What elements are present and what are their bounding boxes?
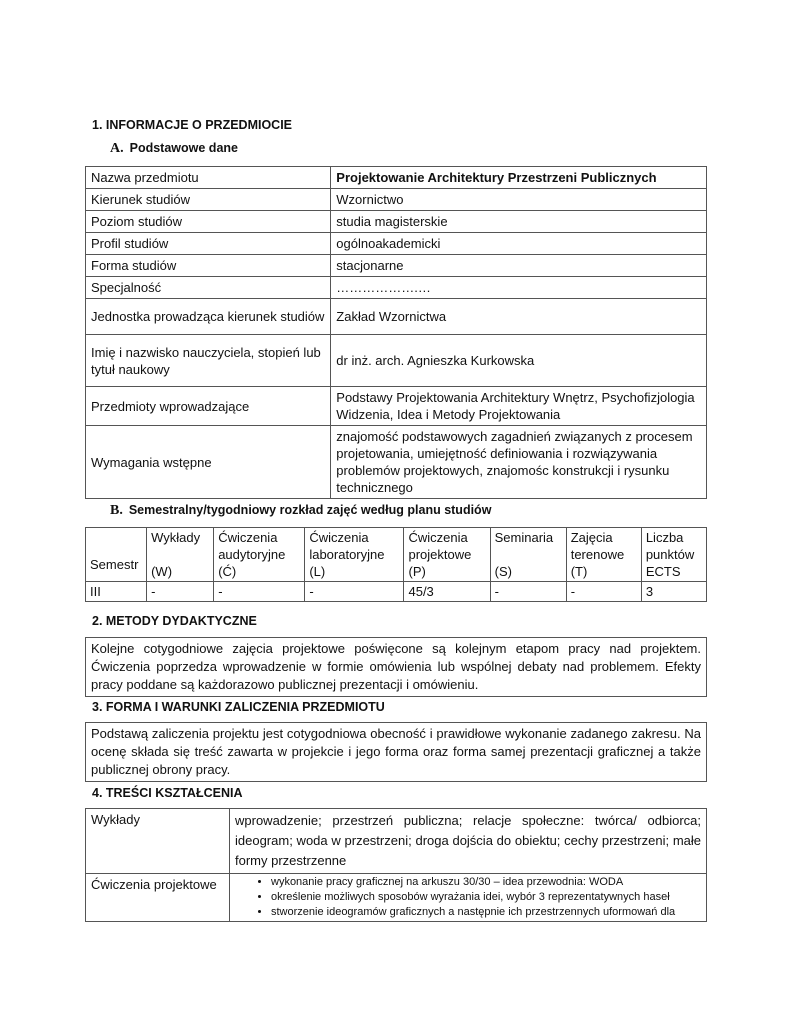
table-row [86,335,707,387]
header-name: Ćwiczenia audytoryjne [218,530,286,562]
header-name: Zajęcia terenowe [570,530,625,562]
row-label: Specjalność [86,277,331,299]
cell-ects: 3 [641,582,706,602]
table-row [86,255,707,277]
assessment-text: Podstawą zaliczenia projektu jest cotygodniowa obecność i prawidłowe wykonanie zadanego zakresu. Na ocenę składa się treść zawarta w projekcie i jego forma oraz forma samej prezentacji graficznej a także publicznej obrony pracy. [85,722,707,782]
subsection-b-heading [110,503,491,519]
row-value: Projektowanie Architektury Przestrzeni Publicznych [331,167,707,189]
section-2-heading: 2. METODY DYDAKTYCZNE [92,614,257,628]
header-laboratory [305,528,404,582]
cell-semester: III [86,582,147,602]
cell-project: 45/3 [404,582,490,602]
row-value: dr inż. arch. Agnieszka Kurkowska [331,335,707,387]
row-label: Nazwa przedmiotu [86,167,331,189]
row-label: Poziom studiów [86,211,331,233]
table-row [86,167,707,189]
table-row [86,277,707,299]
header-field [566,528,641,582]
table-row [86,582,707,602]
section-4-heading: 4. TREŚCI KSZTAŁCENIA [92,786,243,800]
subsection-a-letter: A. [110,141,124,156]
header-ects [641,528,706,582]
header-abbr: (L) [309,564,326,579]
projects-list [235,875,701,920]
header-name: Liczba punktów ECTS [645,530,695,579]
cell-seminars: - [490,582,566,602]
cell-auditory: - [214,582,305,602]
section-3-heading: 3. FORMA I WARUNKI ZALICZENIA PRZEDMIOTU [92,700,385,714]
list-item: • określenie możliwych sposobów wyrażania idei, wybór 3 reprezentatywnych haseł [271,890,701,905]
row-value: znajomość podstawowych zagadnień związanych z procesem projetowania, umiejętność definiowania i rozwiązywania problemów projektowych, znajomośc konstrukcji i rysunku technicznego [331,426,707,499]
header-seminars [490,528,566,582]
content-table [85,808,707,922]
subsection-b-title: Semestralny/tygodniowy rozkład zajęć według planu studiów [128,503,492,517]
header-semester [86,528,147,582]
lectures-label: Wykłady [86,809,230,874]
didactic-methods-text: Kolejne cotygodniowe zajęcia projektowe poświęcone są kolejnym etapom pracy nad projektem. Ćwiczenia poprzedza wprowadzenie w formie omówienia lub wspólnej debaty nad problemem. Efekty pracy poddane są każdorazowo publicznej prezentacji i omówieniu. [85,637,707,697]
row-value: Podstawy Projektowania Architektury Wnętrz, Psychofizjologia Widzenia, Idea i Metody Projektowania [331,387,707,426]
subsection-a-heading [110,141,238,157]
list-item: • wykonanie pracy graficznej na arkuszu 30/30 – idea przewodnia: WODA [271,875,701,890]
table-row [86,299,707,335]
basic-data-table [85,166,707,499]
row-value: stacjonarne [331,255,707,277]
subsection-a-title: Podstawowe dane [129,141,238,155]
schedule-table [85,527,707,602]
row-label: Jednostka prowadząca kierunek studiów [86,299,331,335]
subsection-b-letter: B. [110,503,123,518]
header-name: Seminaria [494,530,554,545]
table-row [86,426,707,499]
cell-lectures: - [147,582,214,602]
table-header-row [86,528,707,582]
row-value: Wzornictwo [331,189,707,211]
row-value: Zakład Wzornictwa [331,299,707,335]
header-lectures [147,528,214,582]
row-label: Kierunek studiów [86,189,331,211]
header-auditory [214,528,305,582]
cell-field: - [566,582,641,602]
table-row [86,233,707,255]
projects-label: Ćwiczenia projektowe [86,874,230,922]
cell-laboratory: - [305,582,404,602]
header-abbr: (P) [408,564,426,579]
header-abbr: (W) [151,564,173,579]
table-row [86,387,707,426]
row-value: studia magisterskie [331,211,707,233]
header-name: Ćwiczenia laboratoryjne [309,530,385,562]
header-name: Ćwiczenia projektowe [408,530,472,562]
row-value: ogólnoakademicki [331,233,707,255]
table-row [86,189,707,211]
section-1-heading: 1. INFORMACJE O PRZEDMIOCIE [92,118,293,132]
table-row [86,874,707,922]
header-name: Wykłady [151,530,201,545]
table-row [86,211,707,233]
row-label: Profil studiów [86,233,331,255]
projects-cell [230,874,707,922]
table-row [86,809,707,874]
list-item: • stworzenie ideogramów graficznych a następnie ich przestrzennych uformowań dla [271,905,701,920]
header-abbr: (T) [570,564,588,579]
lectures-text: wprowadzenie; przestrzeń publiczna; relacje społeczne: twórca/ odbiorca; ideogram; woda w przestrzeni; droga dojścia do obiektu; cechy przestrzeni; małe formy przestrzenne [230,809,707,874]
header-name: Semestr [90,557,139,572]
row-label: Forma studiów [86,255,331,277]
row-label: Imię i nazwisko nauczyciela, stopień lub tytuł naukowy [86,335,331,387]
header-project [404,528,490,582]
header-abbr: (Ć) [218,564,237,579]
header-abbr: (S) [494,564,512,579]
row-value: ……………….… [331,277,707,299]
row-label: Przedmioty wprowadzające [86,387,331,426]
row-label: Wymagania wstępne [86,426,331,499]
